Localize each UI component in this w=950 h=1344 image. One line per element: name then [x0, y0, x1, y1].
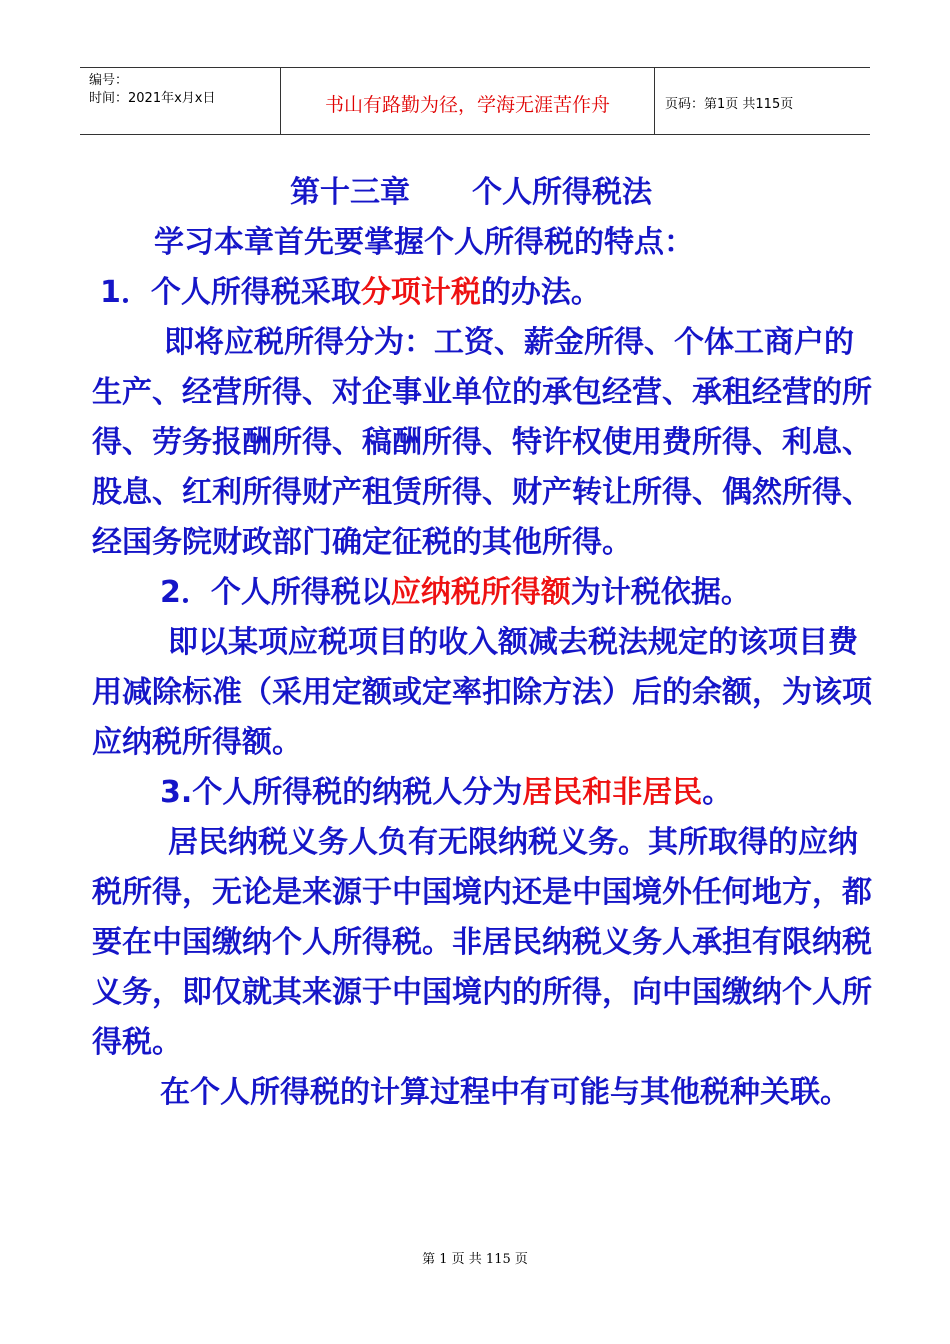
intro-paragraph: 学习本章首先要掌握个人所得税的特点：	[154, 225, 694, 260]
point-3-detail: 居民纳税义务人负有无限纳税义务。其所取得的应纳税所得，无论是来源于中国境内还是中国境外任何地方，都要在中国缴纳个人所得税。非居民纳税义务人承担有限纳税义务，即仅就其来源于中国境内的所得，向中国缴纳个人所得税。	[92, 825, 872, 1060]
point-2-highlight: 应纳税所得额	[390, 575, 571, 610]
page-footer: 第 1 页 共 115 页	[422, 1252, 528, 1267]
chapter-name: 个人所得税法	[472, 175, 652, 210]
header-motto: 书山有路勤为径，学海无涯苦作舟	[281, 68, 655, 134]
point-3-heading: 3.个人所得税的纳税人分为居民和非居民。	[160, 775, 733, 810]
header-number: 编号：	[89, 73, 129, 88]
chapter-title	[92, 168, 872, 218]
point-1-detail: 即将应税所得分为：工资、薪金所得、个体工商户的生产、经营所得、对企事业单位的承包经营、承租经营的所得、劳务报酬所得、稿酬所得、特许权使用费所得、利息、股息、红利所得财产租赁所得、财产转让所得、偶然所得、经国务院财政部门确定征税的其他所得。	[92, 325, 872, 560]
header-meta	[80, 68, 281, 134]
header-time: 时间：2021年x月x日	[89, 91, 216, 106]
point-1-highlight: 分项计税	[360, 275, 481, 310]
page-header	[80, 67, 870, 135]
header-page-info: 页码：第1页 共115页	[665, 96, 794, 112]
point-2-detail: 即以某项应税项目的收入额减去税法规定的该项目费用减除标准（采用定额或定率扣除方法）后的余额，为该项应纳税所得额。	[92, 625, 872, 760]
document-body	[92, 168, 872, 1118]
chapter-number: 第十三章	[290, 175, 410, 210]
point-2-heading: 2．个人所得税以应纳税所得额为计税依据。	[160, 575, 751, 610]
closing-paragraph: 在个人所得税的计算过程中有可能与其他税种关联。	[160, 1075, 850, 1110]
point-3-highlight: 居民和非居民	[522, 775, 703, 810]
point-1-heading: 1．个人所得税采取分项计税的办法。	[100, 275, 601, 310]
